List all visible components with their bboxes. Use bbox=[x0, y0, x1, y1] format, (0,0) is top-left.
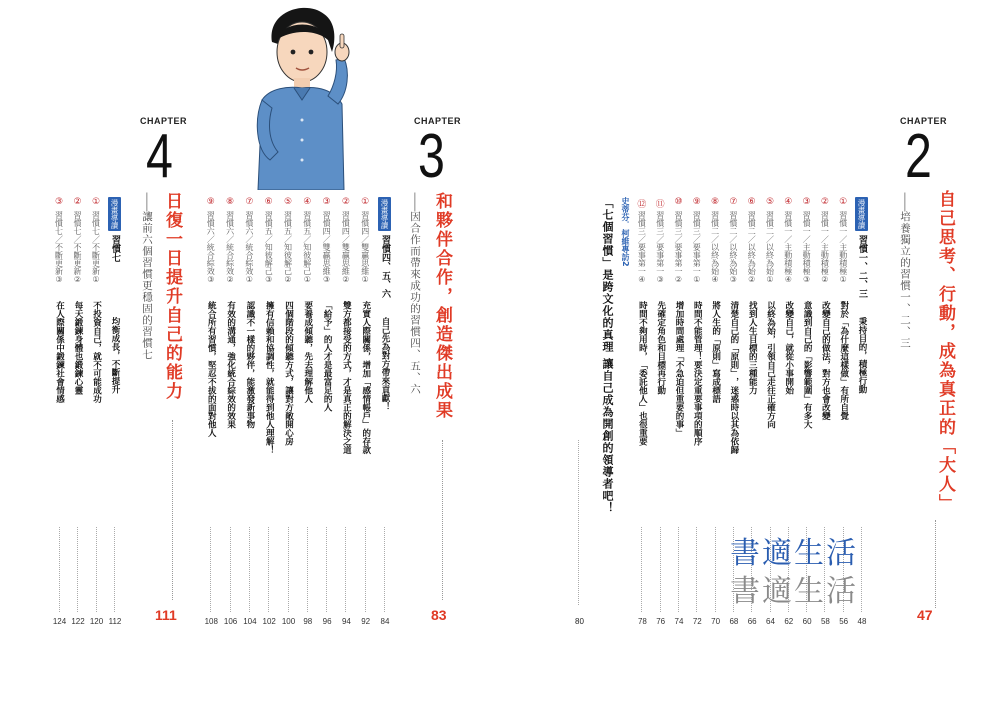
entry-page-number: 78 bbox=[637, 617, 647, 626]
entry-title: 意識到自己的「影響範圍」有多大 bbox=[802, 301, 813, 429]
entry-title: 認識不一樣的夥伴，能激發新事物 bbox=[244, 301, 255, 429]
entry-number: ④ bbox=[303, 197, 312, 207]
entry-title: 每天鍛鍊身體也鍛鍊心靈 bbox=[73, 301, 83, 395]
entry-habit: 習慣四、五、六 bbox=[380, 235, 390, 298]
toc-entry[interactable] bbox=[709, 197, 725, 627]
entry-habit: 習慣三／要事第一② bbox=[674, 211, 683, 284]
entry-number: ④ bbox=[784, 197, 793, 207]
entry-title: 先確定角色和目標再行動 bbox=[655, 301, 666, 395]
entry-habit: 習慣一／主動積極④ bbox=[783, 211, 793, 284]
leader-dots bbox=[696, 527, 697, 612]
entry-page-number: 64 bbox=[766, 617, 775, 626]
entry-page-number: 72 bbox=[692, 617, 702, 626]
entry-number: ⑥ bbox=[747, 197, 756, 207]
toc-entry[interactable] bbox=[53, 197, 69, 627]
entry-title: 「給予」的人才是最富足的人 bbox=[322, 301, 333, 412]
entry-number: ② bbox=[820, 197, 829, 207]
leader-dots bbox=[326, 527, 327, 612]
entry-page-number: 92 bbox=[361, 617, 371, 626]
entry-title: 改變自己，就從小事開始 bbox=[783, 301, 794, 395]
entry-number: ⑧ bbox=[711, 197, 720, 207]
entry-title: 找到人生目標的三種能力 bbox=[747, 301, 758, 395]
entry-page-number: 56 bbox=[839, 617, 849, 626]
chapter-title: 和夥伴合作，創造傑出成果 bbox=[432, 192, 452, 420]
entry-title: 秉持目的，積極行動 bbox=[857, 317, 867, 394]
entry-title: 有效的溝通，強化統合綜效的效果 bbox=[225, 301, 236, 429]
entry-number: ③ bbox=[54, 197, 64, 207]
chapter-label: CHAPTER bbox=[140, 116, 188, 126]
entry-number: ⑤ bbox=[283, 197, 293, 207]
entry-number: ⑦ bbox=[245, 197, 254, 207]
chapter-number: 2 bbox=[905, 122, 932, 191]
chapter-number: 4 bbox=[146, 122, 173, 191]
entry-page-number: 74 bbox=[674, 617, 684, 626]
entry-habit: 習慣五／知彼解己② bbox=[283, 211, 293, 284]
watermark-line-2: 書適生活 bbox=[730, 574, 858, 609]
entry-title: 雙方都接受的方式，才是真正的解決之道 bbox=[341, 301, 352, 454]
toc-entry[interactable] bbox=[90, 197, 106, 627]
leader-dots bbox=[96, 527, 97, 612]
entry-title: 以終為始，引領自己走往正確方向 bbox=[765, 301, 776, 429]
entry-title: 將人生的「原則」寫成標語 bbox=[710, 301, 721, 403]
entry-habit: 習慣四／雙贏思維② bbox=[341, 211, 351, 284]
title-leader-dots bbox=[172, 420, 173, 600]
entry-habit: 習慣二／以終為始③ bbox=[728, 211, 738, 284]
entry-habit: 習慣一／主動積極② bbox=[820, 211, 830, 284]
manga-guide-badge: 漫畫導讀 bbox=[857, 199, 866, 229]
entry-number: ⑪ bbox=[655, 200, 665, 210]
entry-page-number: 122 bbox=[71, 617, 85, 626]
entry-title: 時間不夠用時，「委託他人」也很重要 bbox=[637, 301, 648, 446]
chapter-label: CHAPTER bbox=[414, 116, 462, 126]
toc-entry[interactable] bbox=[108, 197, 124, 627]
entry-habit: 習慣四／雙贏思維① bbox=[360, 211, 370, 284]
chapter-subtitle: —— 因合作而帶來成功的習慣四、五、六 bbox=[408, 192, 423, 395]
entry-habit: 習慣七／不斷更新② bbox=[73, 211, 82, 284]
entry-number: ① bbox=[361, 197, 370, 207]
chapter-start-page: 83 bbox=[431, 607, 447, 623]
chapter-start-page: 111 bbox=[155, 607, 177, 623]
entry-page-number: 70 bbox=[711, 617, 721, 626]
character-illustration bbox=[232, 0, 362, 190]
chapter-subtitle: —— 培養獨立的習慣一、二、三 bbox=[898, 192, 913, 349]
toc-entry[interactable] bbox=[320, 197, 336, 627]
entry-habit: 習慣一／主動積極③ bbox=[802, 211, 812, 284]
title-leader-dots bbox=[935, 520, 936, 608]
interview-page: 80 bbox=[575, 617, 584, 626]
entry-title: 擁有信賴和協調性，就能得到他人理解！ bbox=[264, 301, 275, 454]
entry-page-number: 60 bbox=[802, 617, 812, 626]
entry-number: ⑤ bbox=[765, 197, 775, 207]
entry-habit: 習慣四／雙贏思維③ bbox=[322, 211, 332, 284]
entry-page-number: 66 bbox=[747, 617, 757, 626]
title-leader-dots bbox=[442, 440, 443, 600]
entry-page-number: 68 bbox=[729, 617, 739, 626]
entry-habit: 習慣二／以終為始② bbox=[747, 211, 757, 284]
entry-title: 時間不能管理！要決定重要事項的順序 bbox=[692, 301, 703, 446]
watermark-line-1: 書適生活 bbox=[730, 536, 858, 571]
entry-number: ① bbox=[839, 197, 848, 207]
leader-dots bbox=[678, 527, 679, 612]
toc-entry[interactable] bbox=[672, 197, 688, 627]
entry-title: 對於「為什麼這樣做」有所自覺 bbox=[838, 301, 849, 420]
entry-page-number: 120 bbox=[89, 617, 104, 626]
chapter-title: 自己思考、行動，成為真正的「大人」 bbox=[935, 190, 955, 513]
chapter-start-page: 47 bbox=[917, 607, 933, 623]
leader-dots bbox=[365, 527, 366, 612]
entry-title: 要養成傾聽，先去理解他人 bbox=[302, 301, 313, 403]
entry-title: 統合所有習慣，堅忍不拔的面對他人 bbox=[206, 301, 217, 437]
entry-title: 在人際關係中鍛鍊社會情感 bbox=[54, 301, 65, 403]
toc-entry[interactable] bbox=[71, 197, 87, 627]
entry-page-number: 112 bbox=[108, 617, 122, 626]
toc-entry[interactable] bbox=[690, 197, 706, 627]
entry-habit: 習慣五／知彼解己③ bbox=[264, 211, 274, 284]
entry-page-number: 58 bbox=[820, 617, 830, 626]
entry-page-number: 76 bbox=[656, 617, 666, 626]
leader-dots bbox=[77, 527, 78, 612]
entry-number: ⑨ bbox=[692, 197, 701, 207]
entry-page-number: 124 bbox=[52, 617, 67, 626]
leader-dots bbox=[307, 527, 308, 612]
interview-leader-dots bbox=[578, 440, 579, 605]
toc-entry[interactable] bbox=[339, 197, 355, 627]
entry-number: ① bbox=[91, 197, 101, 207]
entry-title: 均衡成長，不斷提升 bbox=[110, 317, 120, 394]
entry-number: ② bbox=[73, 197, 82, 207]
toc-entry[interactable] bbox=[359, 197, 375, 627]
entry-habit: 習慣三／要事第一④ bbox=[637, 211, 647, 284]
leader-dots bbox=[660, 527, 661, 612]
entry-habit: 習慣二／以終為始① bbox=[765, 211, 775, 284]
entry-habit: 習慣二／以終為始④ bbox=[710, 211, 720, 284]
manga-guide-badge: 漫畫導讀 bbox=[380, 199, 389, 229]
entry-page-number: 62 bbox=[784, 617, 794, 626]
chapter-label: CHAPTER bbox=[900, 116, 948, 126]
toc-entry[interactable] bbox=[654, 197, 670, 627]
leader-dots bbox=[641, 527, 642, 612]
entry-habit: 習慣六／統合綜效③ bbox=[206, 211, 216, 284]
entry-title: 四個階段的傾聽方式，讓對方敞開心房 bbox=[283, 301, 294, 446]
manga-guide-badge: 漫畫導讀 bbox=[110, 199, 119, 229]
leader-dots bbox=[861, 527, 862, 612]
leader-dots bbox=[384, 527, 385, 612]
entry-page-number: 108 bbox=[204, 617, 218, 626]
toc-entry[interactable] bbox=[378, 197, 394, 627]
entry-page-number: 98 bbox=[303, 617, 313, 626]
entry-page-number: 96 bbox=[322, 617, 332, 626]
leader-dots bbox=[715, 527, 716, 612]
entry-habit: 習慣三／要事第一① bbox=[692, 211, 702, 284]
entry-page-number: 84 bbox=[380, 617, 390, 626]
entry-page-number: 106 bbox=[223, 617, 238, 626]
toc-entry[interactable] bbox=[635, 197, 651, 627]
entry-title: 自己先為對方帶來貢獻！ bbox=[380, 317, 390, 411]
entry-habit: 習慣三／要事第一③ bbox=[655, 211, 665, 284]
entry-number: ⑨ bbox=[206, 197, 215, 207]
entry-page-number: 102 bbox=[262, 617, 276, 626]
entry-habit: 習慣五／知彼解己① bbox=[302, 211, 312, 284]
interview-tag: 史蒂芬．柯維專訪2 bbox=[621, 197, 630, 267]
chapter-number: 3 bbox=[418, 122, 445, 191]
entry-number: ② bbox=[341, 197, 350, 207]
entry-number: ⑩ bbox=[674, 197, 683, 207]
entry-habit: 習慣七 bbox=[110, 235, 120, 262]
entry-habit: 習慣七／不斷更新③ bbox=[54, 211, 64, 284]
entry-habit: 習慣一／主動積極① bbox=[838, 211, 848, 284]
entry-title: 充實人際關係，增加「感情帳戶」的存款 bbox=[360, 301, 371, 454]
entry-number: ⑦ bbox=[729, 197, 738, 207]
entry-number: ⑧ bbox=[226, 197, 235, 207]
entry-title: 增加時間處理「不急迫但重要的事」 bbox=[674, 301, 684, 437]
leader-dots bbox=[345, 527, 346, 612]
leader-dots bbox=[59, 527, 60, 612]
entry-number: ⑫ bbox=[637, 200, 647, 210]
entry-page-number: 94 bbox=[341, 617, 351, 626]
entry-page-number: 104 bbox=[243, 617, 257, 626]
toc-entry[interactable] bbox=[301, 197, 317, 627]
entry-page-number: 100 bbox=[281, 617, 296, 626]
entry-title: 改變自己的做法，對方也會改變 bbox=[820, 301, 831, 420]
entry-number: ⑥ bbox=[264, 197, 273, 207]
entry-title: 清楚自己的「原則」，迷惑時以其為依歸 bbox=[728, 301, 739, 454]
entry-habit: 習慣六／統合綜效① bbox=[244, 211, 254, 284]
interview-title: 「七個習慣」是跨文化的真理 讓自己成為開創的領導者吧！ bbox=[601, 197, 614, 514]
entry-habit: 習慣七／不斷更新① bbox=[91, 211, 101, 284]
leader-dots bbox=[114, 527, 115, 612]
entry-habit: 習慣六／統合綜效② bbox=[225, 211, 235, 284]
entry-habit: 習慣一、二、三 bbox=[857, 235, 867, 298]
chapter-title: 日復一日提升自己的能力 bbox=[162, 192, 182, 401]
entry-number: ③ bbox=[322, 197, 331, 207]
chapter-subtitle: —— 讓前六個習慣更穩固的習慣七 bbox=[140, 192, 155, 361]
entry-number: ③ bbox=[802, 197, 811, 207]
entry-page-number: 48 bbox=[857, 617, 867, 626]
entry-title: 不投資自己，就不可能成功 bbox=[91, 301, 102, 403]
